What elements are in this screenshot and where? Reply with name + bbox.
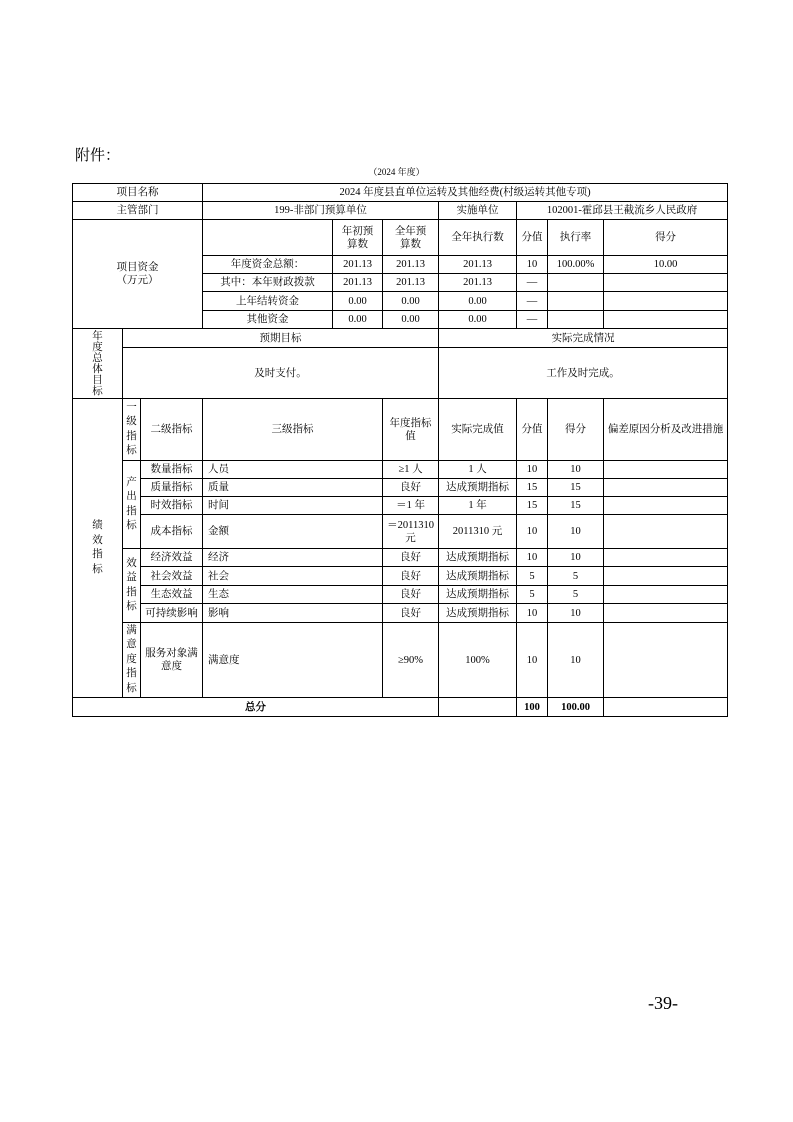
annual-budget-value: 0.00 bbox=[383, 292, 439, 311]
funding-score-value bbox=[604, 274, 728, 292]
annual-budget-value: 201.13 bbox=[383, 256, 439, 274]
funding-weight-value: — bbox=[517, 274, 548, 292]
goals-label-cell bbox=[73, 329, 123, 399]
performance-label: 绩效指标 bbox=[92, 520, 103, 575]
deviation-cell bbox=[604, 479, 728, 497]
actual-completion-header: 实际完成情况 bbox=[439, 329, 728, 348]
department-label: 主管部门 bbox=[73, 202, 203, 220]
level2-cell: 成本指标 bbox=[141, 515, 203, 549]
page-number: -39- bbox=[648, 993, 678, 1013]
table-row bbox=[73, 604, 728, 623]
project-name-label: 项目名称 bbox=[73, 184, 203, 202]
expected-goal-header: 预期目标 bbox=[123, 329, 439, 348]
level3-cell: 人员 bbox=[203, 461, 383, 479]
level3-cell: 生态 bbox=[203, 586, 383, 604]
level2-cell: 社会效益 bbox=[141, 567, 203, 586]
annual-executed-value: 201.13 bbox=[439, 256, 517, 274]
funding-item-name: 其中：本年财政拨款 bbox=[203, 274, 333, 292]
funding-item-name: 上年结转资金 bbox=[203, 292, 333, 311]
level2-cell: 时效指标 bbox=[141, 497, 203, 515]
funding-label: 项目资金 bbox=[116, 262, 159, 273]
level1-cell bbox=[123, 623, 141, 698]
initial-budget-value: 0.00 bbox=[333, 311, 383, 329]
actual-cell: 1 年 bbox=[439, 497, 517, 515]
funding-header-blank bbox=[203, 220, 333, 256]
target-cell: 良好 bbox=[383, 604, 439, 623]
actual-cell: 达成预期指标 bbox=[439, 604, 517, 623]
level1-cell bbox=[123, 549, 141, 623]
table-row bbox=[73, 623, 728, 698]
deviation-cell bbox=[604, 461, 728, 479]
table-row bbox=[73, 479, 728, 497]
goals-row bbox=[73, 348, 728, 399]
score-cell: 10 bbox=[548, 515, 604, 549]
annual-budget-value: 0.00 bbox=[383, 311, 439, 329]
funding-weight-value: — bbox=[517, 292, 548, 311]
expected-goal-text: 及时支付。 bbox=[123, 348, 439, 399]
execution-rate-value bbox=[548, 292, 604, 311]
weight-cell: 5 bbox=[517, 586, 548, 604]
score-cell: 10 bbox=[548, 549, 604, 567]
level3-cell: 质量 bbox=[203, 479, 383, 497]
table-row bbox=[73, 586, 728, 604]
project-name-row bbox=[73, 184, 728, 202]
table-row bbox=[73, 549, 728, 567]
annual-executed-value: 201.13 bbox=[439, 274, 517, 292]
actual-cell: 达成预期指标 bbox=[439, 586, 517, 604]
score-cell: 10 bbox=[548, 461, 604, 479]
funding-score-header: 得分 bbox=[604, 220, 728, 256]
score-cell: 10 bbox=[548, 623, 604, 698]
execution-rate-value bbox=[548, 311, 604, 329]
attachment-label: 附件： bbox=[75, 148, 121, 164]
level2-cell: 质量指标 bbox=[141, 479, 203, 497]
target-cell: ＝2011310元 bbox=[383, 515, 439, 549]
deviation-cell bbox=[604, 604, 728, 623]
initial-budget-value: 0.00 bbox=[333, 292, 383, 311]
level2-cell: 生态效益 bbox=[141, 586, 203, 604]
implementing-unit-value: 102001-霍邱县王截流乡人民政府 bbox=[517, 202, 728, 220]
indicator-header-row bbox=[73, 399, 728, 461]
target-cell: 良好 bbox=[383, 479, 439, 497]
level2-cell: 数量指标 bbox=[141, 461, 203, 479]
weight-cell: 10 bbox=[517, 604, 548, 623]
funding-item-name: 其他资金 bbox=[203, 311, 333, 329]
level2-cell: 经济效益 bbox=[141, 549, 203, 567]
score-header: 得分 bbox=[548, 399, 604, 461]
total-weight: 100 bbox=[517, 698, 548, 717]
score-cell: 15 bbox=[548, 479, 604, 497]
funding-score-value bbox=[604, 311, 728, 329]
execution-rate-value: 100.00% bbox=[548, 256, 604, 274]
funding-weight-value: — bbox=[517, 311, 548, 329]
deviation-cell bbox=[604, 623, 728, 698]
score-cell: 15 bbox=[548, 497, 604, 515]
funding-label-cell bbox=[73, 220, 203, 329]
department-value: 199-非部门预算单位 bbox=[203, 202, 439, 220]
actual-cell: 达成预期指标 bbox=[439, 567, 517, 586]
weight-cell: 10 bbox=[517, 515, 548, 549]
score-cell: 10 bbox=[548, 604, 604, 623]
level3-cell: 满意度 bbox=[203, 623, 383, 698]
score-cell: 5 bbox=[548, 567, 604, 586]
level1-label: 产出指标 bbox=[126, 476, 137, 531]
level3-cell: 影响 bbox=[203, 604, 383, 623]
weight-cell: 10 bbox=[517, 461, 548, 479]
weight-cell: 15 bbox=[517, 479, 548, 497]
weight-header: 分值 bbox=[517, 399, 548, 461]
level1-header: 一级指标 bbox=[126, 401, 137, 456]
level3-cell: 社会 bbox=[203, 567, 383, 586]
actual-cell: 100% bbox=[439, 623, 517, 698]
table-row bbox=[73, 497, 728, 515]
weight-cell: 10 bbox=[517, 623, 548, 698]
year-label: （2024 年度） bbox=[368, 167, 425, 177]
funding-score-value: 10.00 bbox=[604, 256, 728, 274]
level2-cell: 可持续影响 bbox=[141, 604, 203, 623]
table-row bbox=[73, 461, 728, 479]
target-cell: ≥1 人 bbox=[383, 461, 439, 479]
annual-budget-value: 201.13 bbox=[383, 274, 439, 292]
level1-label: 满意度指标 bbox=[126, 624, 137, 694]
annual-budget-header: 全年预算数 bbox=[383, 220, 439, 256]
deviation-cell bbox=[604, 567, 728, 586]
funding-unit: （万元） bbox=[116, 275, 159, 286]
deviation-cell bbox=[604, 497, 728, 515]
level3-cell: 金额 bbox=[203, 515, 383, 549]
weight-cell: 5 bbox=[517, 567, 548, 586]
funding-weight-value: 10 bbox=[517, 256, 548, 274]
actual-cell: 达成预期指标 bbox=[439, 549, 517, 567]
execution-rate-header: 执行率 bbox=[548, 220, 604, 256]
target-cell: ≥90% bbox=[383, 623, 439, 698]
initial-budget-value: 201.13 bbox=[333, 256, 383, 274]
funding-weight-header: 分值 bbox=[517, 220, 548, 256]
goals-label: 年度总体目标 bbox=[92, 330, 103, 397]
implementing-unit-label: 实施单位 bbox=[439, 202, 517, 220]
level2-cell: 服务对象满意度 bbox=[141, 623, 203, 698]
performance-label-cell bbox=[73, 399, 123, 698]
actual-completion-text: 工作及时完成。 bbox=[439, 348, 728, 399]
target-cell: 良好 bbox=[383, 549, 439, 567]
initial-budget-value: 201.13 bbox=[333, 274, 383, 292]
project-name-value: 2024 年度县直单位运转及其他经费(村级运转其他专项) bbox=[203, 184, 728, 202]
total-deviation-blank bbox=[604, 698, 728, 717]
table-row bbox=[73, 567, 728, 586]
total-label: 总分 bbox=[73, 698, 439, 717]
total-score: 100.00 bbox=[548, 698, 604, 717]
actual-cell: 2011310 元 bbox=[439, 515, 517, 549]
level1-cell bbox=[123, 461, 141, 549]
actual-cell: 1 人 bbox=[439, 461, 517, 479]
department-row bbox=[73, 202, 728, 220]
execution-rate-value bbox=[548, 274, 604, 292]
target-cell: 良好 bbox=[383, 567, 439, 586]
initial-budget-header: 年初预算数 bbox=[333, 220, 383, 256]
deviation-cell bbox=[604, 549, 728, 567]
score-cell: 5 bbox=[548, 586, 604, 604]
total-actual-blank bbox=[439, 698, 517, 717]
deviation-cell bbox=[604, 515, 728, 549]
annual-executed-value: 0.00 bbox=[439, 292, 517, 311]
level3-cell: 时间 bbox=[203, 497, 383, 515]
annual-executed-value: 0.00 bbox=[439, 311, 517, 329]
actual-cell: 达成预期指标 bbox=[439, 479, 517, 497]
target-cell: ＝1 年 bbox=[383, 497, 439, 515]
level3-header: 三级指标 bbox=[203, 399, 383, 461]
deviation-header: 偏差原因分析及改进措施 bbox=[604, 399, 728, 461]
weight-cell: 15 bbox=[517, 497, 548, 515]
total-row bbox=[73, 698, 728, 717]
annual-executed-header: 全年执行数 bbox=[439, 220, 517, 256]
performance-evaluation-table bbox=[72, 183, 728, 717]
actual-value-header: 实际完成值 bbox=[439, 399, 517, 461]
funding-item-name: 年度资金总额： bbox=[203, 256, 333, 274]
level3-cell: 经济 bbox=[203, 549, 383, 567]
table-row bbox=[73, 515, 728, 549]
level2-header: 二级指标 bbox=[141, 399, 203, 461]
level1-label: 效益指标 bbox=[126, 557, 137, 612]
funding-score-value bbox=[604, 292, 728, 311]
deviation-cell bbox=[604, 586, 728, 604]
weight-cell: 10 bbox=[517, 549, 548, 567]
level1-header-cell bbox=[123, 399, 141, 461]
target-header: 年度指标值 bbox=[383, 399, 439, 461]
goals-header-row bbox=[73, 329, 728, 348]
funding-header-row bbox=[73, 220, 728, 256]
target-cell: 良好 bbox=[383, 586, 439, 604]
